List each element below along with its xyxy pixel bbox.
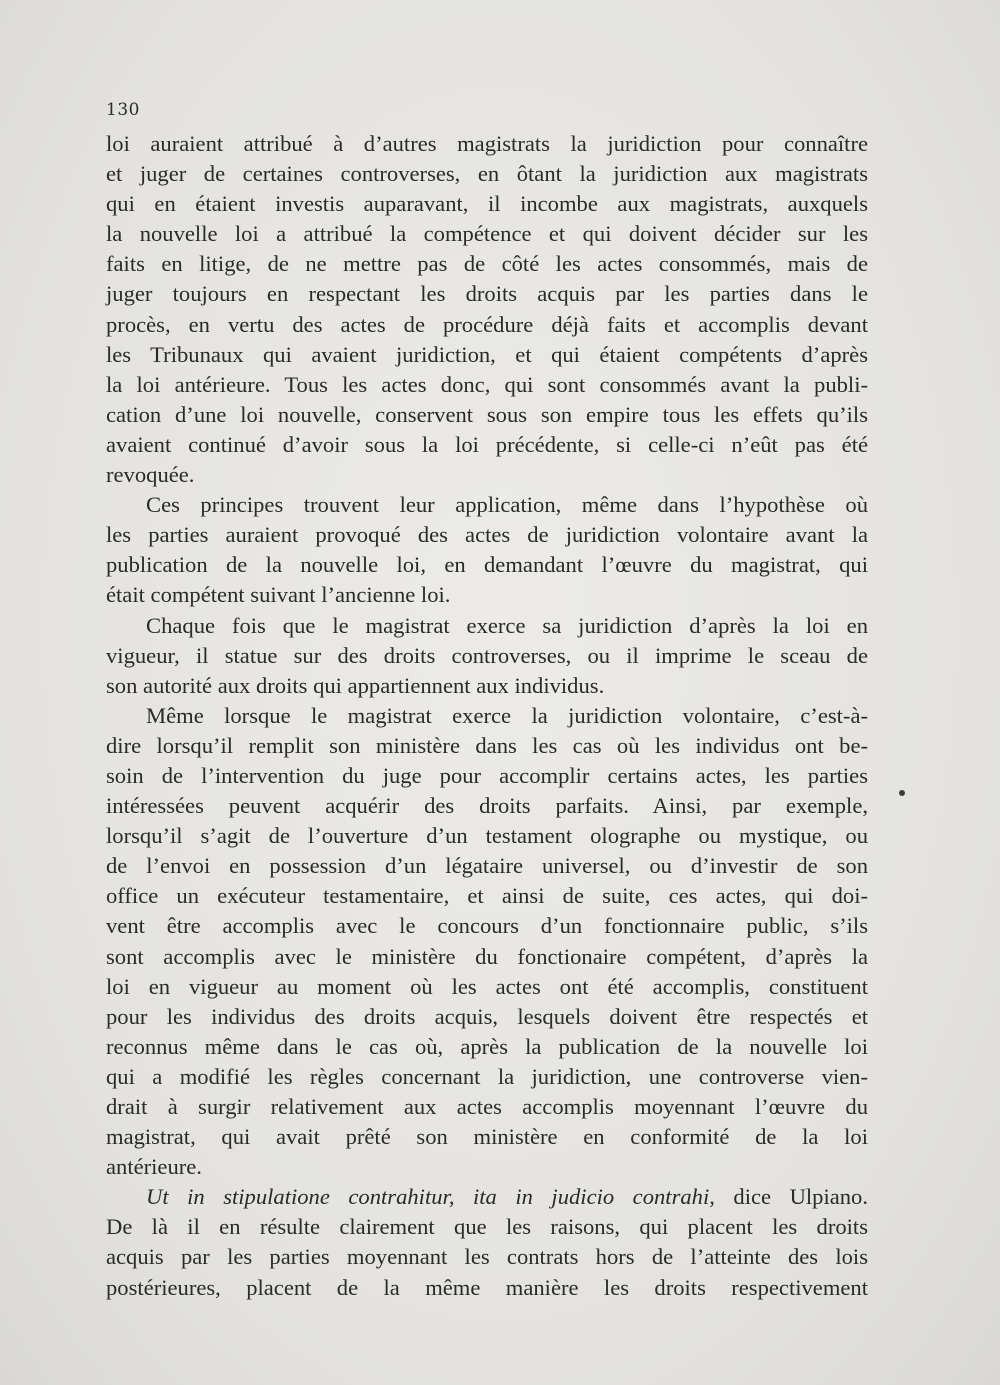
latin-quote: Ut in stipulatione contrahitur, ita in judicio contrahi,: [146, 1184, 715, 1210]
text-line: et juger de certaines controverses, en ôtant la juridiction aux magistrats: [106, 161, 868, 187]
text-line: dire lorsqu’il remplit son ministère dans les cas où les individus ont be-: [106, 732, 868, 758]
text-line: la loi antérieure. Tous les actes donc, qui sont consommés avant la publi-: [106, 371, 868, 397]
text-line: publication de la nouvelle loi, en demandant l’œuvre du magistrat, qui: [106, 552, 868, 578]
text-line: postérieures, placent de la même manière les droits respectivement: [106, 1274, 868, 1300]
body-text: [106, 129, 868, 1303]
text-line: procès, en vertu des actes de procédure déjà faits et accomplis devant: [106, 311, 868, 337]
text-line: vigueur, il statue sur des droits controverses, ou il imprime le sceau de: [106, 642, 868, 668]
text-line: Ces principes trouvent leur application, même dans l’hypothèse où: [146, 492, 868, 518]
text-line: intéressées peuvent acquérir des droits parfaits. Ainsi, par exemple,: [106, 793, 868, 819]
text-line: pour les individus des droits acquis, lesquels doivent être respectés et: [106, 1003, 868, 1029]
text-line: vent être accomplis avec le concours d’un fonctionnaire public, s’ils: [106, 913, 868, 939]
text-line: reconnus même dans le cas où, après la publication de la nouvelle loi: [106, 1033, 868, 1059]
text-line: office un exécuteur testamentaire, et ainsi de suite, ces actes, qui doi-: [106, 883, 868, 909]
paragraph: [106, 129, 868, 490]
paragraph: [106, 701, 868, 1183]
text-line: les parties auraient provoqué des actes de juridiction volontaire avant la: [106, 522, 868, 548]
text-line: drait à surgir relativement aux actes accomplis moyennant l’œuvre du: [106, 1094, 868, 1119]
text-line: Chaque fois que le magistrat exerce sa juridiction d’après la loi en: [146, 612, 868, 638]
text-line: son autorité aux droits qui appartiennent aux individus.: [106, 672, 605, 698]
text-line: qui a modifié les règles concernant la juridiction, une controverse vien-: [106, 1063, 868, 1089]
text-line: soin de l’intervention du juge pour accomplir certains actes, les parties: [106, 762, 868, 788]
text-line: antérieure.: [106, 1154, 202, 1180]
page-number: 130: [106, 100, 140, 120]
text-line: les Tribunaux qui avaient juridiction, et qui étaient compétents d’après: [106, 341, 868, 367]
text-line: faits en litige, de ne mettre pas de côté les actes consommés, mais de: [106, 251, 868, 277]
text-line: cation d’une loi nouvelle, conservent sous son empire tous les effets qu’ils: [106, 401, 868, 427]
text-line: Même lorsque le magistrat exerce la juridiction volontaire, c’est-à-: [146, 702, 868, 728]
text-line: revoquée.: [106, 462, 195, 488]
text-line: de l’envoi en possession d’un légataire universel, ou d’investir de son: [106, 853, 868, 879]
text-line: lorsqu’il s’agit de l’ouverture d’un testament olographe ou mystique, ou: [106, 823, 868, 849]
text-line: loi en vigueur au moment où les actes ont été accomplis, constituent: [106, 973, 868, 999]
ink-speck: [899, 790, 905, 796]
text-line: [106, 1182, 868, 1212]
text-line: avaient continué d’avoir sous la loi précédente, si celle-ci n’eût pas été: [106, 431, 868, 457]
paragraph: [106, 1182, 868, 1302]
text-line: sont accomplis avec le ministère du fonctionaire compétent, d’après la: [106, 943, 868, 969]
text-line: la nouvelle loi a attribué la compétence et qui doivent décider sur les: [106, 221, 868, 247]
text-line: acquis par les parties moyennant les contrats hors de l’atteinte des lois: [106, 1244, 868, 1270]
text-line: loi auraient attribué à d’autres magistrats la juridiction pour connaître: [106, 131, 868, 156]
text-line: De là il en résulte clairement que les raisons, qui placent les droits: [106, 1214, 868, 1240]
paragraph: [106, 611, 868, 701]
paragraph: [106, 490, 868, 610]
text-line: magistrat, qui avait prêté son ministère en conformité de la loi: [106, 1124, 868, 1150]
text-line: juger toujours en respectant les droits acquis par les parties dans le: [106, 281, 868, 307]
quote-attribution: dice Ulpiano.: [733, 1184, 869, 1210]
text-line: était compétent suivant l’ancienne loi.: [106, 582, 451, 608]
text-line: qui en étaient investis auparavant, il incombe aux magistrats, auxquels: [106, 191, 868, 217]
